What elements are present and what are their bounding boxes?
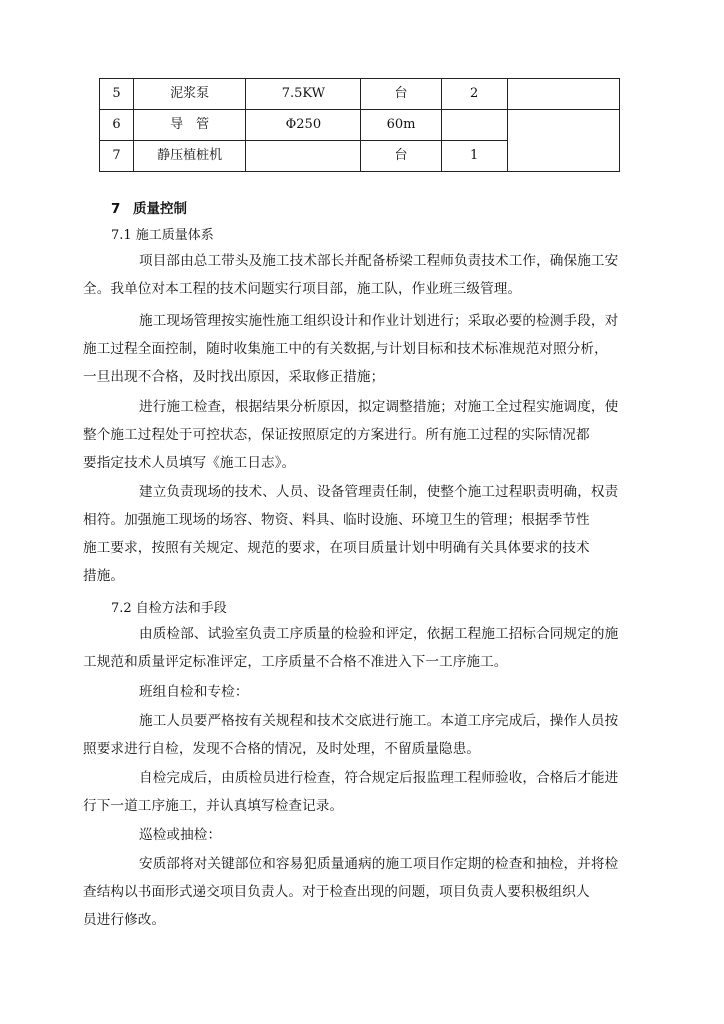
equipment-name: 导 管 xyxy=(134,110,246,141)
paragraph xyxy=(83,478,657,590)
paragraph xyxy=(83,850,657,934)
text-line: 一旦出现不合格，及时找出原因，采取修正措施； xyxy=(83,369,385,385)
text-line: 全。我单位对本工程的技术问题实行项目部，施工队，作业班三级管理。 xyxy=(83,281,522,297)
paragraph xyxy=(83,620,657,676)
text-line: 项目部由总工带头及施工技术部长并配备桥梁工程师负责技术工作，确保施工安 xyxy=(139,253,619,269)
equipment-name: 静压植桩机 xyxy=(134,141,246,172)
text-line: 安质部将对关键部位和容易犯质量通病的施工项目作定期的检查和抽检，并将检 xyxy=(139,856,619,872)
text-line: 施工人员要严格按有关规程和技术交底进行施工。本道工序完成后，操作人员按 xyxy=(139,713,619,729)
equipment-spec xyxy=(246,141,361,172)
paragraph xyxy=(83,764,657,820)
text-line: 建立负责现场的技术、人员、设备管理责任制，使整个施工过程职责明确，权责 xyxy=(139,484,619,500)
table-row xyxy=(100,110,620,141)
text-line: 自检完成后，由质检员进行检查，符合规定后报监理工程师验收，合格后才能进 xyxy=(139,770,619,786)
text-line: 巡检或抽检： xyxy=(139,827,222,843)
paragraph xyxy=(83,393,657,477)
text-line: 相符。加强施工现场的场容、物资、料具、临时设施、环境卫生的管理；根据季节性 xyxy=(83,512,590,528)
text-line: 由质检部、试验室负责工序质量的检验和评定，依据工程施工招标合同规定的施 xyxy=(139,626,619,642)
equipment-qty: 2 xyxy=(441,79,507,110)
row-number: 6 xyxy=(100,110,134,141)
equipment-spec: 7.5KW xyxy=(246,79,361,110)
text-line: 班组自检和专检： xyxy=(139,684,249,700)
subsection-heading-7-1: 7.1 施工质量体系 xyxy=(111,228,214,243)
remark-cell-merged xyxy=(507,110,619,172)
section-number: 7 xyxy=(111,201,121,217)
text-line: 施工过程全面控制，随时收集施工中的有关数据,与计划目标和技术标准规范对照分析， xyxy=(83,341,608,357)
equipment-table xyxy=(99,78,620,172)
text-line: 措施。 xyxy=(83,568,125,584)
paragraph xyxy=(83,247,657,303)
equipment-unit: 台 xyxy=(361,79,441,110)
text-line: 施工现场管理按实施性施工组织设计和作业计划进行；采取必要的检测手段，对 xyxy=(139,313,619,329)
section-title: 质量控制 xyxy=(133,201,187,217)
equipment-unit: 台 xyxy=(361,141,441,172)
text-line: 工规范和质量评定标准评定，工序质量不合格不准进入下一工序施工。 xyxy=(83,654,508,670)
equipment-qty xyxy=(441,110,507,141)
text-line: 进行施工检查，根据结果分析原因，拟定调整措施；对施工全过程实施调度，使 xyxy=(139,399,619,415)
text-line: 员进行修改。 xyxy=(83,912,166,928)
equipment-spec: Φ250 xyxy=(246,110,361,141)
text-line: 查结构以书面形式递交项目负责人。对于检查出现的问题，项目负责人要积极组织人 xyxy=(83,884,590,900)
remark-cell xyxy=(507,79,619,110)
row-number: 5 xyxy=(100,79,134,110)
paragraph xyxy=(111,678,657,706)
text-line: 照要求进行自检，发现不合格的情况，及时处理，不留质量隐患。 xyxy=(83,741,481,757)
text-line: 施工要求，按照有关规定、规范的要求，在项目质量计划中明确有关具体要求的技术 xyxy=(83,540,590,556)
text-line: 要指定技术人员填写《施工日志》。 xyxy=(83,455,296,471)
text-line: 整个施工过程处于可控状态，保证按照原定的方案进行。所有施工过程的实际情况都 xyxy=(83,427,590,443)
paragraph xyxy=(83,707,657,763)
equipment-name: 泥浆泵 xyxy=(134,79,246,110)
section-heading xyxy=(111,197,187,217)
equipment-qty: 1 xyxy=(441,141,507,172)
equipment-unit: 60m xyxy=(361,110,441,141)
text-line: 行下一道工序施工，并认真填写检查记录。 xyxy=(83,798,344,814)
paragraph xyxy=(83,307,657,391)
row-number: 7 xyxy=(100,141,134,172)
table-row xyxy=(100,79,620,110)
paragraph xyxy=(111,821,657,849)
subsection-heading-7-2: 7.2 自检方法和手段 xyxy=(111,601,227,616)
